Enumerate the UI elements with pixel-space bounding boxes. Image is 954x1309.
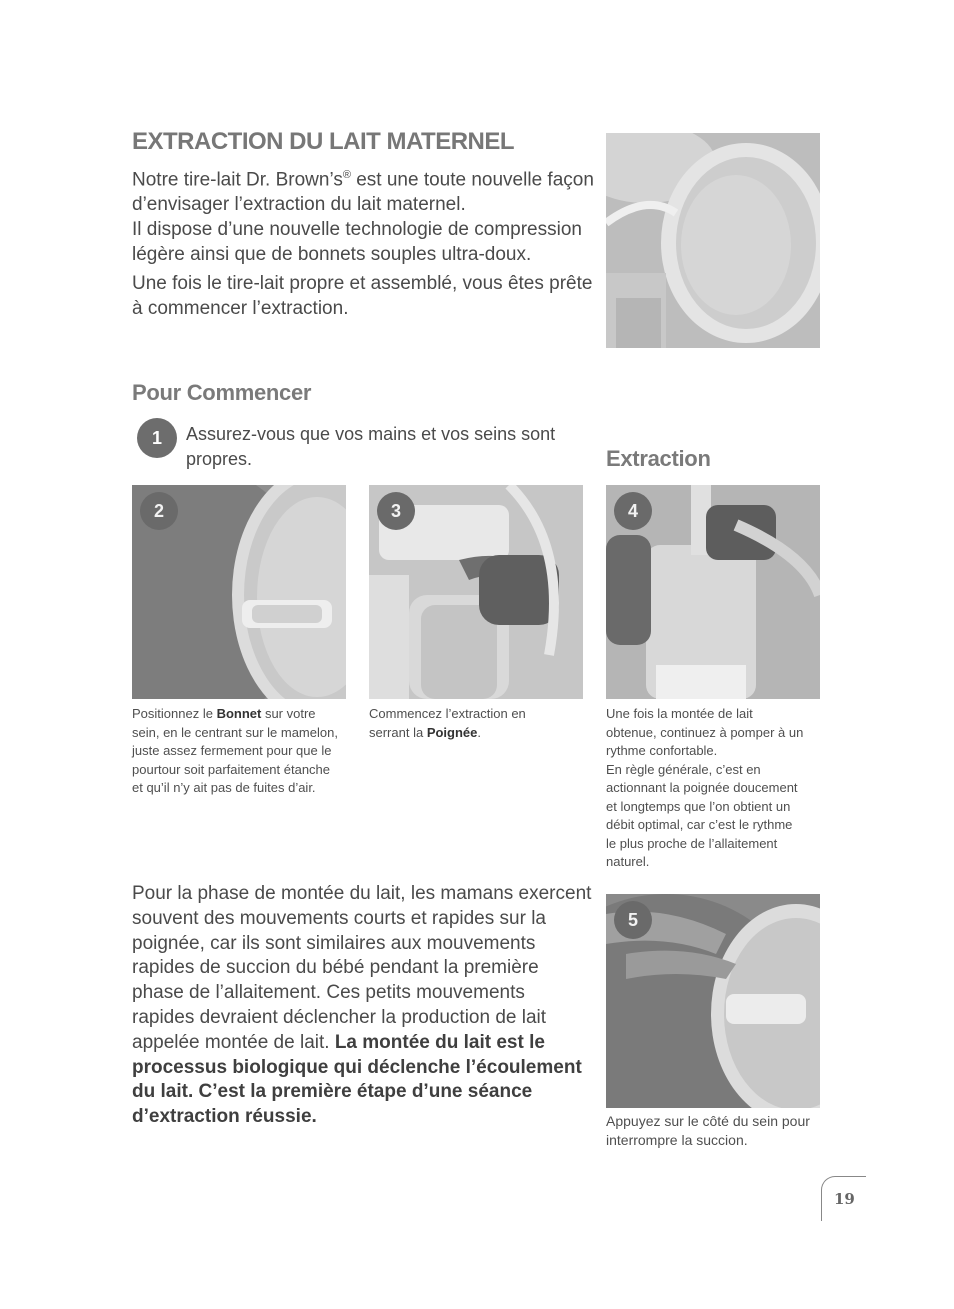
step-4-caption [606,705,806,872]
step-2-photo [132,485,346,699]
step-4-photo [606,485,820,699]
step-2-caption [132,705,342,798]
breast-shield-photo [606,133,820,348]
step-2-caption-b: sur votre sein, en le centrant sur le mamelon, juste assez fermement pour que le pourtour soit parfaitement étanche et qu’il n’y ait pas de fuites d’air. [132,706,338,795]
step-3-photo [369,485,583,699]
step-4-badge: 4 [614,492,652,530]
page-number-tab [821,1176,866,1221]
registered-mark: ® [342,169,351,181]
step-3-badge: 3 [377,492,415,530]
step-1-text: Assurez-vous que vos mains et vos seins sont propres. [186,424,556,469]
step-4-caption-a: Une fois la montée de lait obtenue, continuez à pomper à un rythme confortable. [606,706,804,758]
step-4-caption-b: En règle générale, c’est en actionnant la poignée doucement et longtemps que l’on obtient un débit optimal, car c’est le rythme le plus proche de l’allaitement naturel. [606,761,798,869]
section-heading-start: Pour Commencer [132,380,312,405]
section-heading-extraction: Extraction [606,446,711,471]
milk-letdown-paragraph [132,882,592,1130]
step-5-badge: 5 [614,901,652,939]
step-5-caption: Appuyez sur le côté du sein pour interrompre la succion. [606,1113,810,1148]
page-title: EXTRACTION DU LAIT MATERNEL [132,128,515,155]
intro-text [132,163,602,325]
intro-p1-part-c: Il dispose d’une nouvelle technologie de compression légère ainsi que de bonnets souples ultra-doux. [132,219,582,266]
step-5-photo [606,894,820,1108]
milk-letdown-emphasis: La montée du lait est le processus biologique qui déclenche l’écoulement du lait. C’est la première étape d’une séance d’extraction réussie. [132,1031,582,1128]
step-3-caption-a: Commencez l’extraction en serrant la [369,706,526,740]
page-number: 19 [834,1190,855,1208]
intro-p1-part-b: est une toute nouvelle façon d’envisager l’extraction du lait maternel. [132,169,594,216]
step-1-badge: 1 [137,418,177,458]
step-3-caption-bold: Poignée [426,724,478,740]
intro-p1-part-a: Notre tire-lait Dr. Brown’s [132,169,343,191]
step-2-caption-bold: Bonnet [216,706,262,721]
milk-letdown-text: Pour la phase de montée du lait, les mamans exercent souvent des mouvements courts et rapides sur la poignée, car ils sont similaires aux mouvements rapides de succion du bébé pendant la première phase de l’allaitement. Ces petits mouvements rapides devraient déclencher la production de lait appelée montée de lait. [132,883,592,1053]
step-2-badge: 2 [140,492,178,530]
intro-paragraph-1 [132,163,602,267]
intro-paragraph-2: Une fois le tire-lait propre et assemblé, vous êtes prête à commencer l’extraction. [132,273,593,320]
step-3-caption-b: . [477,724,482,740]
step-3-caption [369,705,569,742]
step-2-caption-a: Positionnez le [132,706,217,721]
